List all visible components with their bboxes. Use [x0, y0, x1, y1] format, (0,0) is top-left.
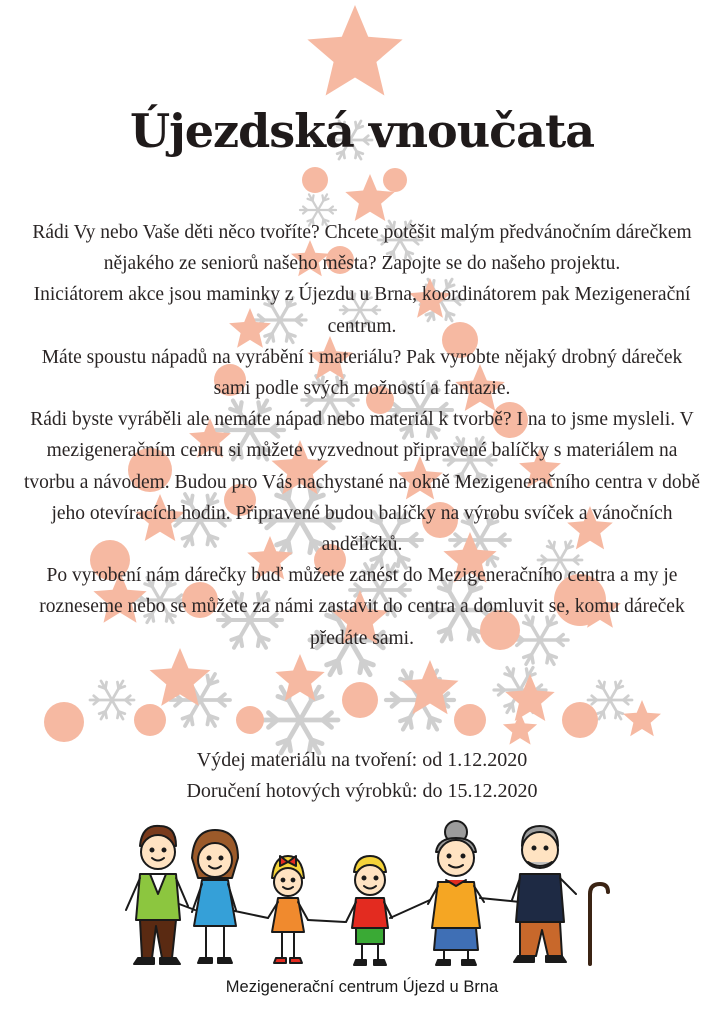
figure-grandfather	[512, 826, 608, 964]
paragraph-delivery: Po vyrobení nám dárečky buď můžete zanést do Mezigeneračního centra a my je rozneseme nebo se můžete za námi zastavit do centra a domluvit se, komu dáreček předáte sami.	[39, 565, 685, 649]
figure-grandmother	[428, 821, 484, 965]
figure-mother	[192, 830, 238, 963]
paragraph-ideas: Máte spoustu nápadů na vyrábění i materiálu? Pak vyrobte nějaký drobný dáreček sami podle svých možností a fantazie.	[41, 346, 683, 400]
figure-father	[126, 826, 188, 964]
delivery-date: Doručení hotových výrobků: do 15.12.2020	[186, 780, 538, 802]
body-text	[22, 217, 702, 654]
family-illustration	[100, 818, 640, 978]
figure-boy	[346, 856, 392, 965]
paragraph-initiators: Iniciátorem akce jsou maminky z Újezdu u Brna, koordinátorem pak Mezigenerační centrum.	[33, 284, 691, 337]
paragraph-intro: Rádi Vy nebo Vaše děti něco tvoříte? Chcete potěšit malým předvánočním dárečkem nějakého ze seniorů našeho města? Zapojte se do našeho projektu.	[32, 222, 692, 275]
page-title: Újezdská vnoučata	[129, 104, 595, 158]
footer-organization: Mezigenerační centrum Újezd u Brna	[225, 978, 499, 996]
materials-date: Výdej materiálu na tvoření: od 1.12.2020	[196, 749, 528, 771]
figure-girl	[268, 856, 308, 963]
dates-block	[0, 745, 724, 807]
paragraph-packages: Rádi byste vyráběli ale nemáte nápad nebo materiál k tvorbě? I na to jsme mysleli. V mezigeneračním cenru si můžete vyzvednout připravené balíčky s materiálem na tvorbu a návodem. Budou pro Vás nachystané na okně Mezigeneračního centra v době jeho otevíracích hodin. Připravené budou balíčky na výrobu svíček a vánočních andělíčků.	[24, 409, 700, 556]
